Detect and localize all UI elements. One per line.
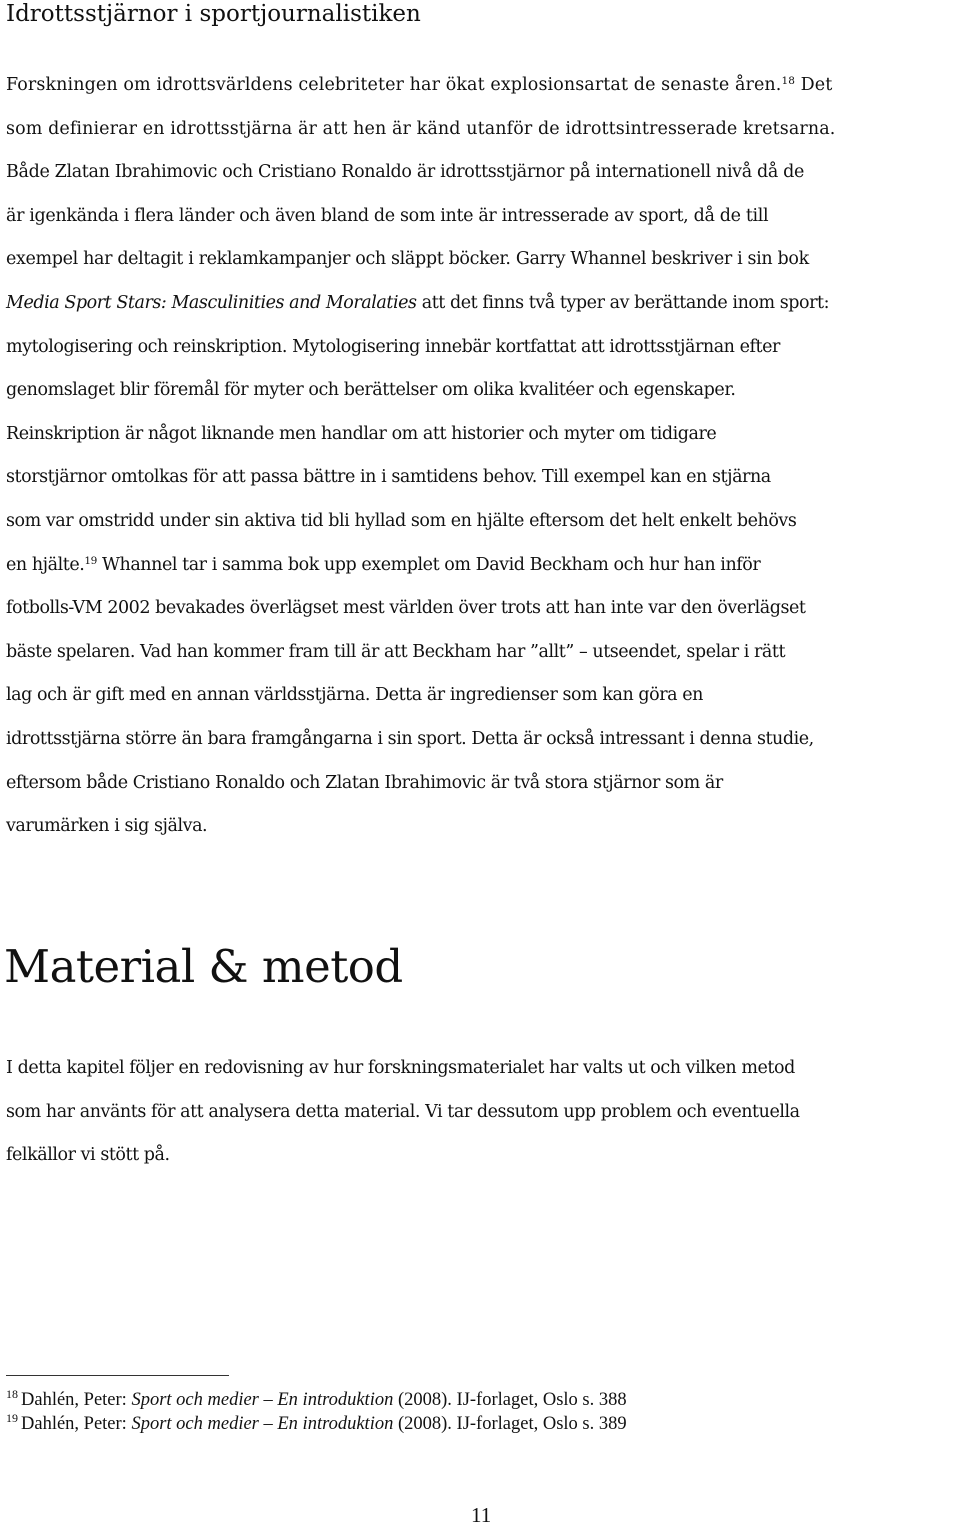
footnote-details: (2008). IJ-forlaget, Oslo s. 388 — [393, 1390, 627, 1410]
line-text: Det — [795, 75, 833, 95]
paragraph-line: idrottsstjärna större än bara framgångarna i sin sport. Detta är också intressant i denna studie, — [6, 728, 814, 749]
paragraph-line — [6, 544, 835, 588]
footnote-ref-19[interactable]: 19 — [84, 554, 97, 567]
line-text: exempel har deltagit i reklamkampanjer och släppt böcker. — [6, 249, 511, 270]
line-text: Garry Whannel beskriver i sin bok — [510, 249, 809, 270]
line-text: en hjälte. — [6, 554, 85, 575]
section-title: Idrottsstjärnor i sportjournalistiken — [6, 1, 421, 27]
footnote-number: 18 — [6, 1387, 18, 1401]
paragraph-line: lag och är gift med en annan världsstjärna. Detta är ingredienser som kan göra en — [6, 685, 703, 706]
footnote-title: Sport och medier – En introduktion — [131, 1390, 394, 1410]
page-number: 11 — [471, 1503, 492, 1527]
method-paragraph — [6, 1047, 800, 1178]
paragraph-line: storstjärnor omtolkas för att passa bättre in i samtidens behov. Till exempel kan en stjärna — [6, 467, 771, 488]
paragraph-line: varumärken i sig själva. — [6, 816, 208, 837]
paragraph-line: mytologisering och reinskription. Mytologisering innebär kortfattat att idrottsstjärnan efter — [6, 336, 780, 357]
footnote-ref-18[interactable]: 18 — [781, 75, 796, 87]
intro-paragraph — [6, 64, 835, 849]
paragraph-line: eftersom både Cristiano Ronaldo och Zlatan Ibrahimovic är två stora stjärnor som är — [6, 772, 723, 793]
paragraph-line: som har använts för att analysera detta material. Vi tar dessutom upp problem och eventuella — [6, 1101, 800, 1122]
paragraph-line: fotbolls-VM 2002 bevakades överlägset mest världen över trots att han inte var den överlägset — [6, 598, 806, 619]
footnotes — [6, 1388, 627, 1436]
paragraph-line: Både Zlatan Ibrahimovic och Cristiano Ronaldo är idrottsstjärnor på internationell nivå då de — [6, 162, 805, 183]
paragraph-line: är igenkända i flera länder och även bland de som inte är intresserade av sport, då de till — [6, 205, 769, 226]
line-text: Forskningen om idrottsvärldens celebriteter har ökat explosionsartat de senaste åren. — [6, 75, 782, 95]
chapter-heading: Material & metod — [4, 940, 403, 993]
footnote-author: Dahlén, Peter: — [21, 1414, 132, 1434]
footnote-number: 19 — [6, 1411, 18, 1425]
paragraph-line: I detta kapitel följer en redovisning av hur forskningsmaterialet har valts ut och vilken metod — [6, 1058, 795, 1078]
footnote-details: (2008). IJ-forlaget, Oslo s. 389 — [393, 1414, 627, 1434]
footnote-separator — [6, 1375, 229, 1376]
book-title: Media Sport Stars: Masculinities and Moralaties — [6, 292, 417, 313]
footnote-author: Dahlén, Peter: — [21, 1390, 132, 1410]
paragraph-line: Reinskription är något liknande men handlar om att historier och myter om tidigare — [6, 423, 717, 444]
paragraph-line: bäste spelaren. Vad han kommer fram till är att Beckham har ”allt” – utseendet, spelar i rätt — [6, 641, 786, 662]
paragraph-line: genomslaget blir föremål för myter och berättelser om olika kvalitéer och egenskaper. — [6, 380, 736, 401]
paragraph-line — [6, 64, 835, 108]
footnote-19 — [6, 1412, 627, 1436]
paragraph-line: som var omstridd under sin aktiva tid bli hyllad som en hjälte eftersom det helt enkelt behövs — [6, 510, 797, 531]
footnote-18 — [6, 1388, 627, 1412]
paragraph-line: felkällor vi stött på. — [6, 1145, 170, 1166]
paragraph-line — [6, 282, 835, 326]
line-text: Whannel tar i samma bok upp exemplet om David Beckham och hur han inför — [96, 554, 761, 575]
footnote-title: Sport och medier – En introduktion — [131, 1414, 394, 1434]
paragraph-line: som definierar en idrottsstjärna är att hen är känd utanför de idrottsintresserade kretsarna. — [6, 118, 836, 139]
paragraph-line — [6, 238, 835, 282]
line-text: att det finns två typer av berättande inom sport: — [416, 292, 830, 313]
